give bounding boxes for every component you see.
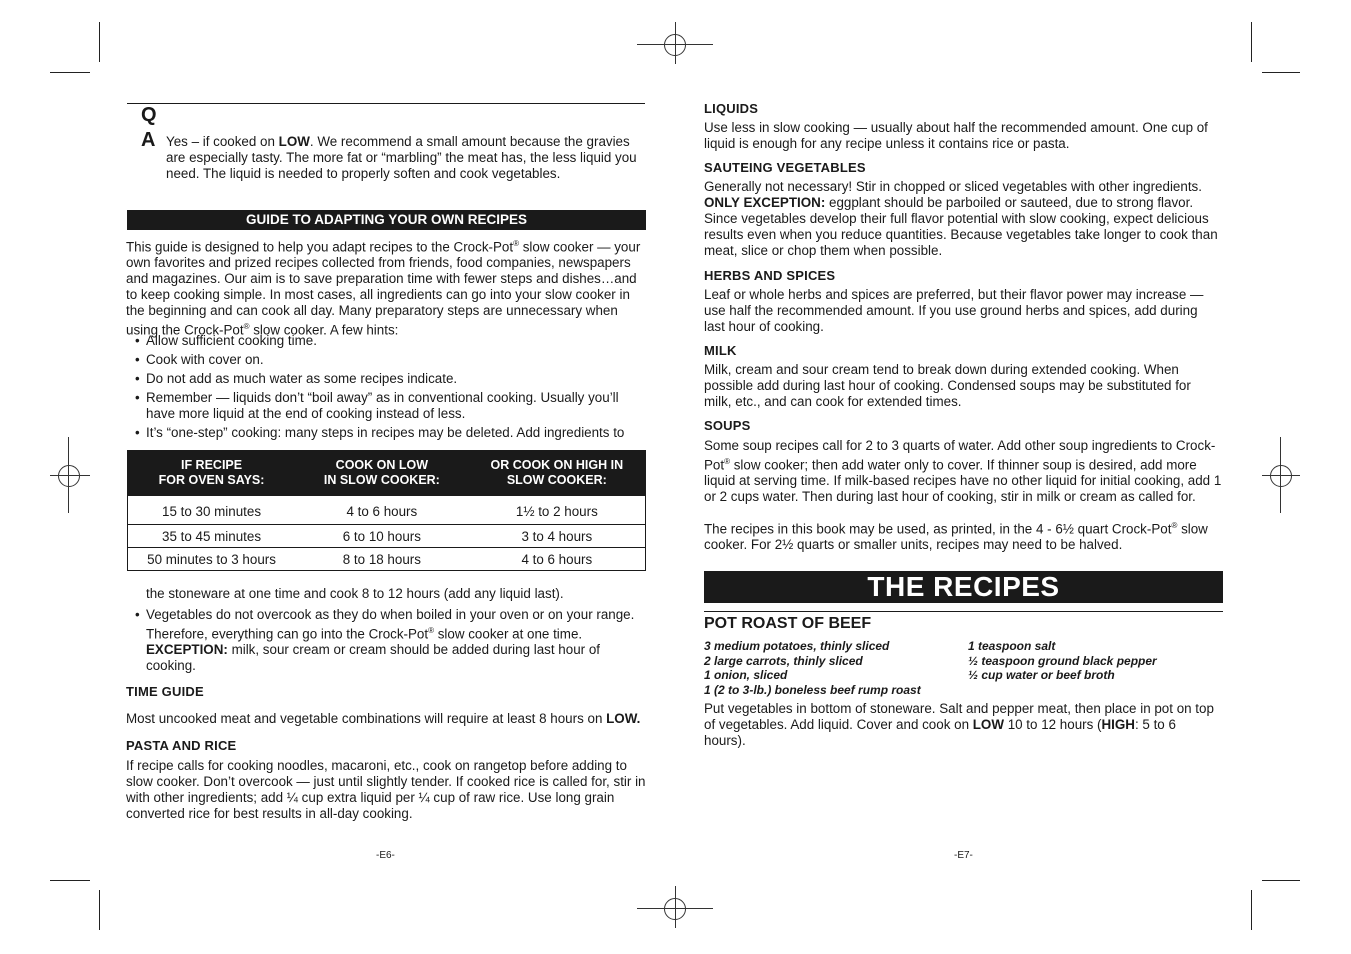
- crop-mark: [1251, 22, 1252, 62]
- q-letter: Q: [141, 104, 157, 126]
- table-header: OR COOK ON HIGH IN SLOW COOKER:: [469, 451, 646, 497]
- soups-heading: SOUPS: [704, 418, 751, 433]
- ingredients-left: [704, 639, 964, 697]
- table-row: 50 minutes to 3 hours 8 to 18 hours 4 to 6 hours: [128, 548, 646, 571]
- ingredient: 1 teaspoon salt: [968, 639, 1056, 653]
- pasta-heading: PASTA AND RICE: [126, 738, 237, 753]
- page-number-right: -E7-: [954, 850, 973, 861]
- recipes-title-bar: THE RECIPES: [704, 571, 1223, 603]
- cooking-time-table: [127, 450, 646, 571]
- ingredient: 1 onion, sliced: [704, 668, 788, 682]
- crop-mark: [99, 22, 100, 62]
- page-number-left: -E6-: [376, 850, 395, 861]
- vegetables-hint: [126, 607, 646, 677]
- crop-mark: [50, 880, 90, 881]
- hints-list: [126, 333, 646, 444]
- time-guide-heading: TIME GUIDE: [126, 684, 204, 699]
- recipe-directions: Put vegetables in bottom of stoneware. Salt and pepper meat, then place in pot on top of vegetables. Add liquid. Cover and cook on LOW 10 to 12 hours (HIGH: 5 to 6 hours).: [704, 701, 1214, 748]
- qa-answer: Yes – if cooked on LOW. We recommend a small amount because the gravies are especially tasty. The more fat or “marbling” the meat has, the less liquid you need. The liquid is needed to properly soften and cook vegetables.: [166, 134, 637, 181]
- qa-rule: [127, 103, 645, 104]
- ingredient: 2 large carrots, thinly sliced: [704, 653, 863, 668]
- table-header: IF RECIPE FOR OVEN SAYS:: [128, 451, 296, 497]
- crop-mark: [50, 72, 90, 73]
- ingredient: ½ teaspoon ground black pepper: [968, 653, 1157, 668]
- crop-mark: [1251, 890, 1252, 930]
- recipes-rule: [704, 611, 1223, 612]
- liquids-heading: LIQUIDS: [704, 101, 759, 116]
- herbs-text: Leaf or whole herbs and spices are preferred, but their flavor power may increase — use half the recommended amount. If you use ground herbs and spices, add during last hour of cooking.: [704, 287, 1204, 334]
- liquids-text: Use less in slow cooking — usually about half the recommended amount. One cup of liquid is enough for any recipe unless it contains rice or pasta.: [704, 120, 1208, 151]
- pasta-text: If recipe calls for cooking noodles, macaroni, etc., cook on rangetop before adding to slow cooker. Don’t overcook — just until slightly tender. If cooked rice is called for, stir in with other ingredients; add ¼ cup extra liquid per ¼ cup of raw rice. Use long grain converted rice for best results in all-day cooking.: [126, 758, 646, 821]
- recipes-note: The recipes in this book may be used, as printed, in the 4 - 6½ quart Crock-Pot® slow cooker. For 2½ quarts or smaller units, recipes may need to be halved.: [704, 521, 1208, 553]
- sauteing-text: Generally not necessary! Stir in chopped or sliced vegetables with other ingredients. ONLY EXCEPTION: eggplant should be parboiled or sauteed, due to strong flavor. Since vegetables develop their full flavor potential with slow cooking, expect delicious results even when you reduce quantities. Because vegetables take longer to cook than meat, slice or chop them when possible.: [704, 179, 1218, 258]
- list-item: • It’s “one-step” cooking: many steps in recipes may be deleted. Add ingredients to: [126, 425, 646, 441]
- list-item: • Allow sufficient cooking time.: [126, 333, 646, 349]
- a-letter: A: [141, 129, 156, 151]
- list-item: • Cook with cover on.: [126, 352, 646, 368]
- herbs-heading: HERBS AND SPICES: [704, 268, 836, 283]
- crop-mark: [99, 890, 100, 930]
- milk-text: Milk, cream and sour cream tend to break down during extended cooking. When possible add during last hour of cooking. Condensed soups may be substituted for milk, etc., and can cook for extended times.: [704, 362, 1191, 409]
- guide-intro: This guide is designed to help you adapt recipes to the Crock-Pot® slow cooker — your own favorites and prized recipes collected from friends, food companies, newspapers and magazines. Our aim is to save preparation time with fewer steps and dishes…and to keep cooking simple. In most cases, all ingredients can go into your slow cooker in the beginning and can cook all day. Many preparatory steps are unnecessary when using the Crock-Pot® slow cooker. A few hints:: [126, 239, 641, 338]
- ingredient: 3 medium potatoes, thinly sliced: [704, 639, 890, 653]
- crop-mark: [1262, 72, 1300, 73]
- table-row: 35 to 45 minutes 6 to 10 hours 3 to 4 hours: [128, 525, 646, 548]
- guide-title-bar: GUIDE TO ADAPTING YOUR OWN RECIPES: [127, 210, 646, 230]
- table-header: COOK ON LOW IN SLOW COOKER:: [295, 451, 469, 497]
- crop-mark: [1262, 880, 1300, 881]
- list-item: • Do not add as much water as some recipes indicate.: [126, 371, 646, 387]
- sauteing-heading: SAUTEING VEGETABLES: [704, 160, 866, 175]
- milk-heading: MILK: [704, 343, 737, 358]
- ingredients-right: [968, 639, 1218, 683]
- ingredient: ½ cup water or beef broth: [968, 668, 1115, 682]
- list-item: • Remember — liquids don’t “boil away” as in conventional cooking. Usually you’ll have more liquid at the end of cooking instead of less.: [126, 390, 646, 422]
- recipe-title: POT ROAST OF BEEF: [704, 615, 872, 632]
- time-guide-text: Most uncooked meat and vegetable combinations will require at least 8 hours on LOW.: [126, 711, 641, 726]
- hint-continuation: the stoneware at one time and cook 8 to 12 hours (add any liquid last).: [146, 586, 564, 601]
- table-row: 15 to 30 minutes 4 to 6 hours 1½ to 2 hours: [162, 504, 598, 519]
- soups-text: Some soup recipes call for 2 to 3 quarts of water. Add other soup ingredients to Crock-Pot® slow cooker; then add water only to cover. If thinner soup is desired, add more liquid at serving time. If milk-based recipes have no other liquid for initial cooking, add 1 or 2 cups water. Then during last hour of cooking, stir in milk or cream as called for.: [704, 438, 1222, 505]
- ingredient: 1 (2 to 3-lb.) boneless beef rump roast: [704, 682, 921, 697]
- list-item: • Vegetables do not overcook as they do when boiled in your oven or on your range. Therefore, everything can go into the Crock-Pot® slow cooker at one time. EXCEPTION: milk, sour cream or cream should be added during last hour of cooking.: [126, 607, 646, 674]
